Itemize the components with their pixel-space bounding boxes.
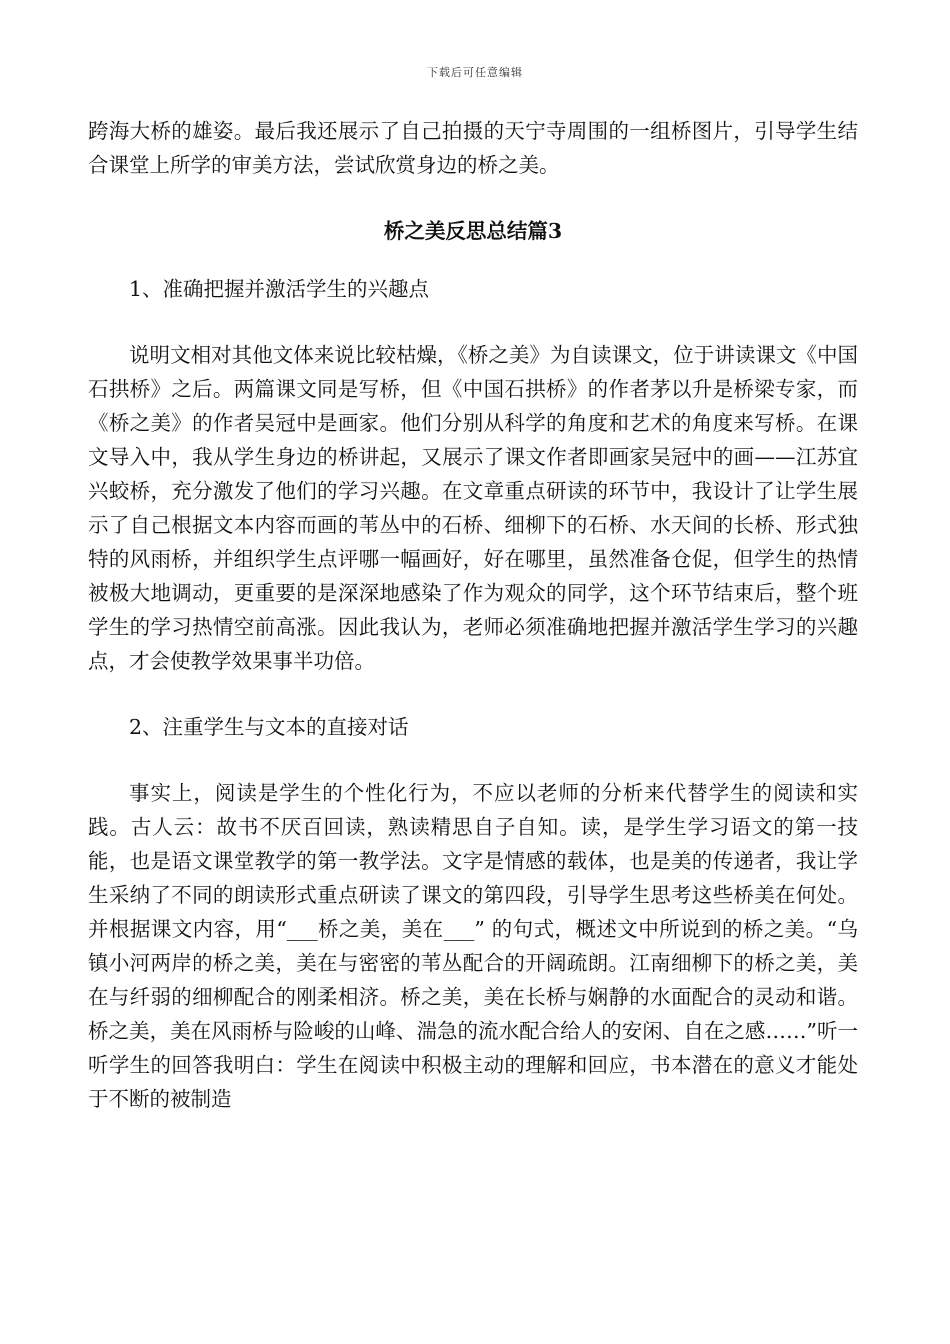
section-heading-2: 2、注重学生与文本的直接对话 [129, 715, 409, 739]
intro-paragraph: 跨海大桥的雄姿。最后我还展示了自己拍摄的天宁寺周围的一组桥图片，引导学生结合课堂上所学的审美方法，尝试欣赏身边的桥之美。 [88, 119, 858, 177]
page-header: 下载后可任意编辑 [427, 66, 523, 79]
section-body-1: 说明文相对其他文体来说比较枯燥，《桥之美》为自读课文，位于讲读课文《中国石拱桥》之后。两篇课文同是写桥，但《中国石拱桥》的作者茅以升是桥梁专家，而《桥之美》的作者吴冠中是画家。他们分别从科学的角度和艺术的角度来写桥。在课文导入中，我从学生身边的桥讲起，又展示了课文作者即画家吴冠中的画——江苏宜兴蛟桥，充分激发了他们的学习兴趣。在文章重点研读的环节中，我设计了让学生展示了自己根据文本内容而画的苇丛中的石桥、细柳下的石桥、水天间的长桥、形式独特的风雨桥，并组织学生点评哪一幅画好，好在哪里，虽然准备仓促，但学生的热情被极大地调动，更重要的是深深地感染了作为观众的同学，这个环节结束后，整个班学生的学习热情空前高涨。因此我认为，老师必须准确地把握并激活学生学习的兴趣点，才会使教学效果事半功倍。 [88, 343, 858, 673]
section-title: 桥之美反思总结篇3 [383, 219, 563, 243]
section-heading-1: 1、准确把握并激活学生的兴趣点 [129, 277, 430, 301]
document-body [88, 114, 858, 1116]
section-body-2: 事实上，阅读是学生的个性化行为，不应以老师的分析来代替学生的阅读和实践。古人云：故书不厌百回读，熟读精思自子自知。读，是学生学习语文的第一技能，也是语文课堂教学的第一教学法。文字是情感的载体，也是美的传递者，我让学生采纳了不同的朗读形式重点研读了课文的第四段，引导学生思考这些桥美在何处。并根据课文内容，用“___桥之美，美在___” 的句式，概述文中所说到的桥之美。“乌镇小河两岸的桥之美，美在与密密的苇丛配合的开阔疏朗。江南细柳下的桥之美，美在与纤弱的细柳配合的刚柔相济。桥之美，美在长桥与娴静的水面配合的灵动和谐。桥之美，美在风雨桥与险峻的山峰、湍急的流水配合给人的安闲、自在之感……”听一听学生的回答我明白：学生在阅读中积极主动的理解和回应，书本潜在的意义才能处于不断的被制造 [88, 781, 858, 1111]
